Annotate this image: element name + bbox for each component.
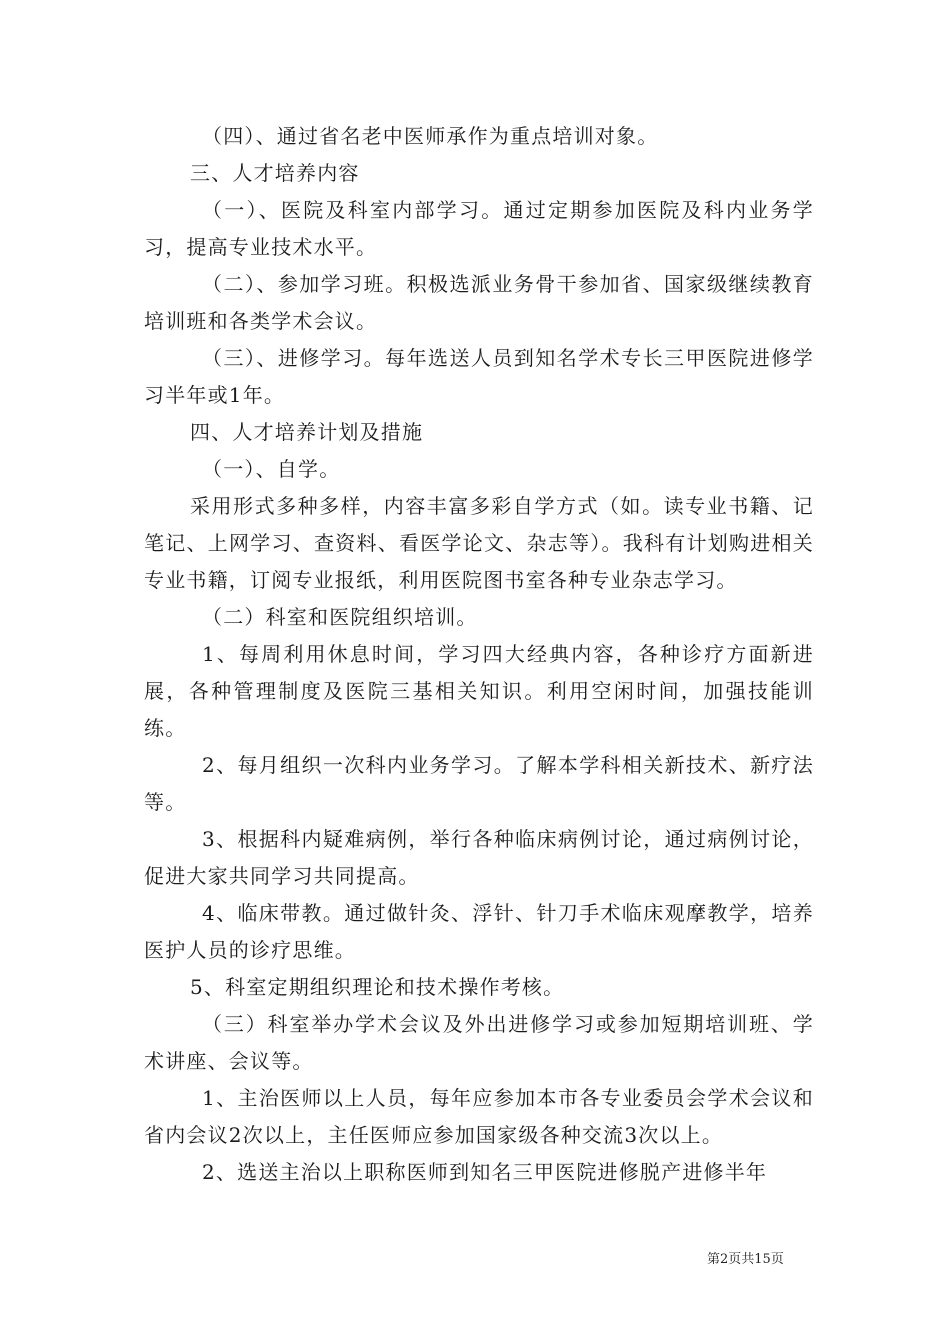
paragraph: 2、选送主治以上职称医师到知名三甲医院进修脱产进修半年 bbox=[202, 1160, 768, 1184]
document-body bbox=[144, 118, 814, 1191]
paragraph: （三）、进修学习。每年选送人员到知名学术专长三甲医院进修学习半年或1年。 bbox=[144, 346, 814, 407]
paragraph: 3、根据科内疑难病例，举行各种临床病例讨论，通过病例讨论，促进大家共同学习共同提高。 bbox=[144, 827, 814, 888]
paragraph: （一）、自学。 bbox=[202, 457, 341, 481]
paragraph: 2、每月组织一次科内业务学习。了解本学科相关新技术、新疗法等。 bbox=[144, 753, 814, 814]
section-heading: 三、人才培养内容 bbox=[190, 161, 360, 185]
paragraph: 5、科室定期组织理论和技术操作考核。 bbox=[190, 975, 565, 999]
paragraph: （二）科室和医院组织培训。 bbox=[202, 605, 478, 629]
paragraph: （一）、医院及科室内部学习。通过定期参加医院及科内业务学习，提高专业技术水平。 bbox=[144, 198, 814, 259]
paragraph: 采用形式多种多样，内容丰富多彩自学方式（如。读专业书籍、记笔记、上网学习、查资料、看医学论文、杂志等）。我科有计划购进相关专业书籍，订阅专业报纸，利用医院图书室各种专业杂志学习。 bbox=[144, 494, 814, 592]
paragraph: 1、每周利用休息时间，学习四大经典内容，各种诊疗方面新进展，各种管理制度及医院三基相关知识。利用空闲时间，加强技能训练。 bbox=[144, 642, 814, 740]
paragraph: （三）科室举办学术会议及外出进修学习或参加短期培训班、学术讲座、会议等。 bbox=[144, 1012, 814, 1073]
section-heading: 四、人才培养计划及措施 bbox=[190, 420, 424, 444]
paragraph: （二）、参加学习班。积极选派业务骨干参加省、国家级继续教育培训班和各类学术会议。 bbox=[144, 272, 814, 333]
paragraph: 1、主治医师以上人员，每年应参加本市各专业委员会学术会议和省内会议2次以上，主任医师应参加国家级各种交流3次以上。 bbox=[144, 1086, 814, 1147]
paragraph: 4、临床带教。通过做针灸、浮针、针刀手术临床观摩教学，培养医护人员的诊疗思维。 bbox=[144, 901, 814, 962]
paragraph: （四）、通过省名老中医师承作为重点培训对象。 bbox=[202, 124, 659, 148]
page-number: 第2页共15页 bbox=[707, 1252, 784, 1267]
